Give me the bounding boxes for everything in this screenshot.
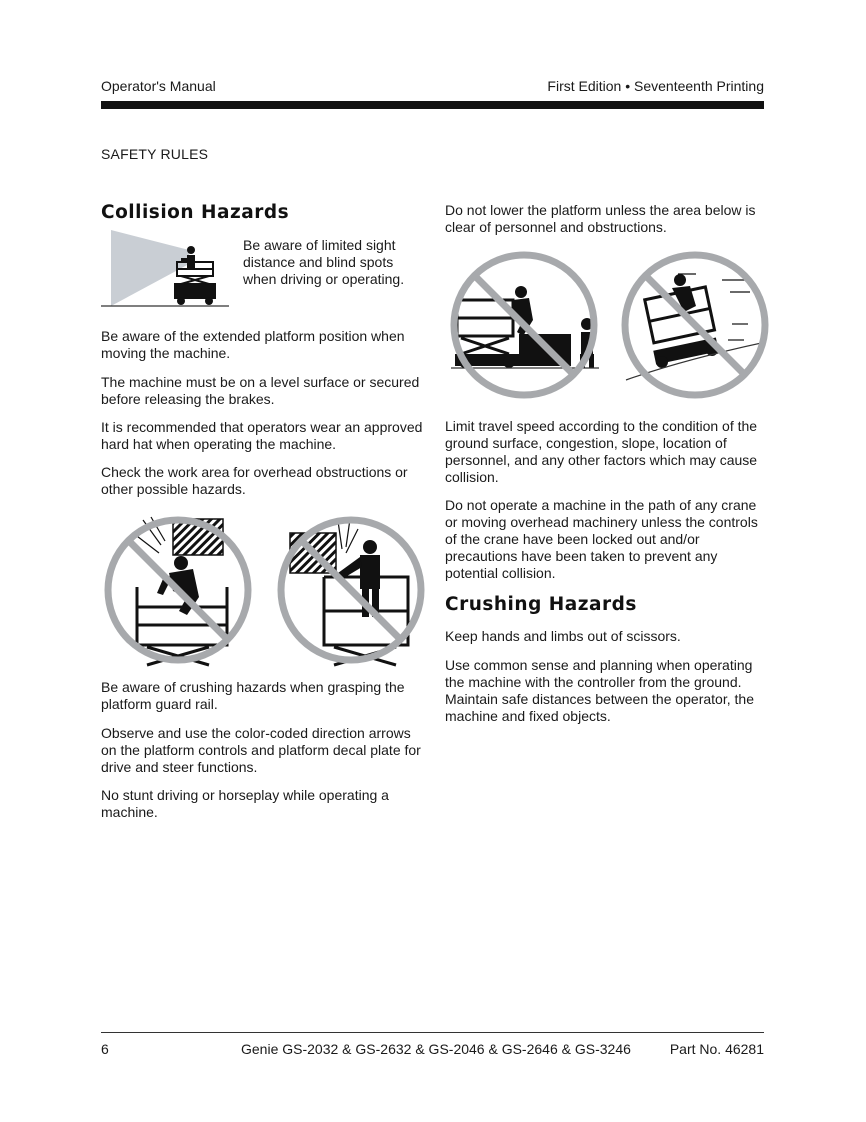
paragraph-hard-hat: It is recommended that operators wear an approved hard hat when operating the machine. [101,419,423,452]
paragraph-lowering-platform: Do not lower the platform unless the area below is clear of personnel and obstructions. [445,202,756,235]
paragraph-common-sense: Use common sense and planning when operating the machine with the controller from the ground. Maintain safe distances between the operator, the machine and fixed objects. [445,657,754,724]
lowering-onto-person-prohibition [447,250,602,400]
page-number: 6 [101,1041,109,1057]
paragraph-no-stunt-driving: No stunt driving or horseplay while operating a machine. [101,787,389,820]
paragraph-guard-rail: Be aware of crushing hazards when grasping the platform guard rail. [101,679,405,712]
paragraph-level-surface: The machine must be on a level surface or secured before releasing the brakes. [101,374,420,407]
paragraph-scissors: Keep hands and limbs out of scissors. [445,628,681,644]
paragraph-extended-platform: Be aware of the extended platform position when moving the machine. [101,328,405,361]
sight-distance-text: Be aware of limited sight distance and blind spots when driving or operating. [243,237,405,287]
prohibition-slash [301,540,401,640]
paragraph-crane: Do not operate a machine in the path of any crane or moving overhead machinery unless the controls of the crane have been locked out and/or precautions have been taken to prevent any potential collision. [445,497,758,581]
footer-rule [101,1032,764,1033]
footer-models: Genie GS-2032 & GS-2632 & GS-2046 & GS-2646 & GS-3246 [241,1041,631,1057]
overhead-obstruction-prohibition [103,515,253,665]
paragraph-travel-speed: Limit travel speed according to the condition of the ground surface, congestion, slope, location of personnel, and any other factors which may cause collision. [445,418,758,485]
section-label: SAFETY RULES [101,146,209,162]
header-edition: First Edition • Seventeenth Printing [547,78,764,94]
paragraph-overhead-obstructions: Check the work area for overhead obstructions or other possible hazards. [101,464,408,497]
hand-crush-prohibition [276,515,426,665]
sight-distance-illustration [101,228,231,310]
footer-part-number: Part No. 46281 [669,1041,764,1057]
paragraph-direction-arrows: Observe and use the color-coded direction arrows on the platform controls and platform decal plate for drive and steer functions. [101,725,421,775]
crushing-hazards-title: Crushing Hazards [445,594,637,615]
collision-hazards-title: Collision Hazards [101,202,290,223]
header-manual-title: Operator's Manual [101,78,216,94]
slope-driving-prohibition [620,250,770,400]
header-rule [101,101,764,109]
